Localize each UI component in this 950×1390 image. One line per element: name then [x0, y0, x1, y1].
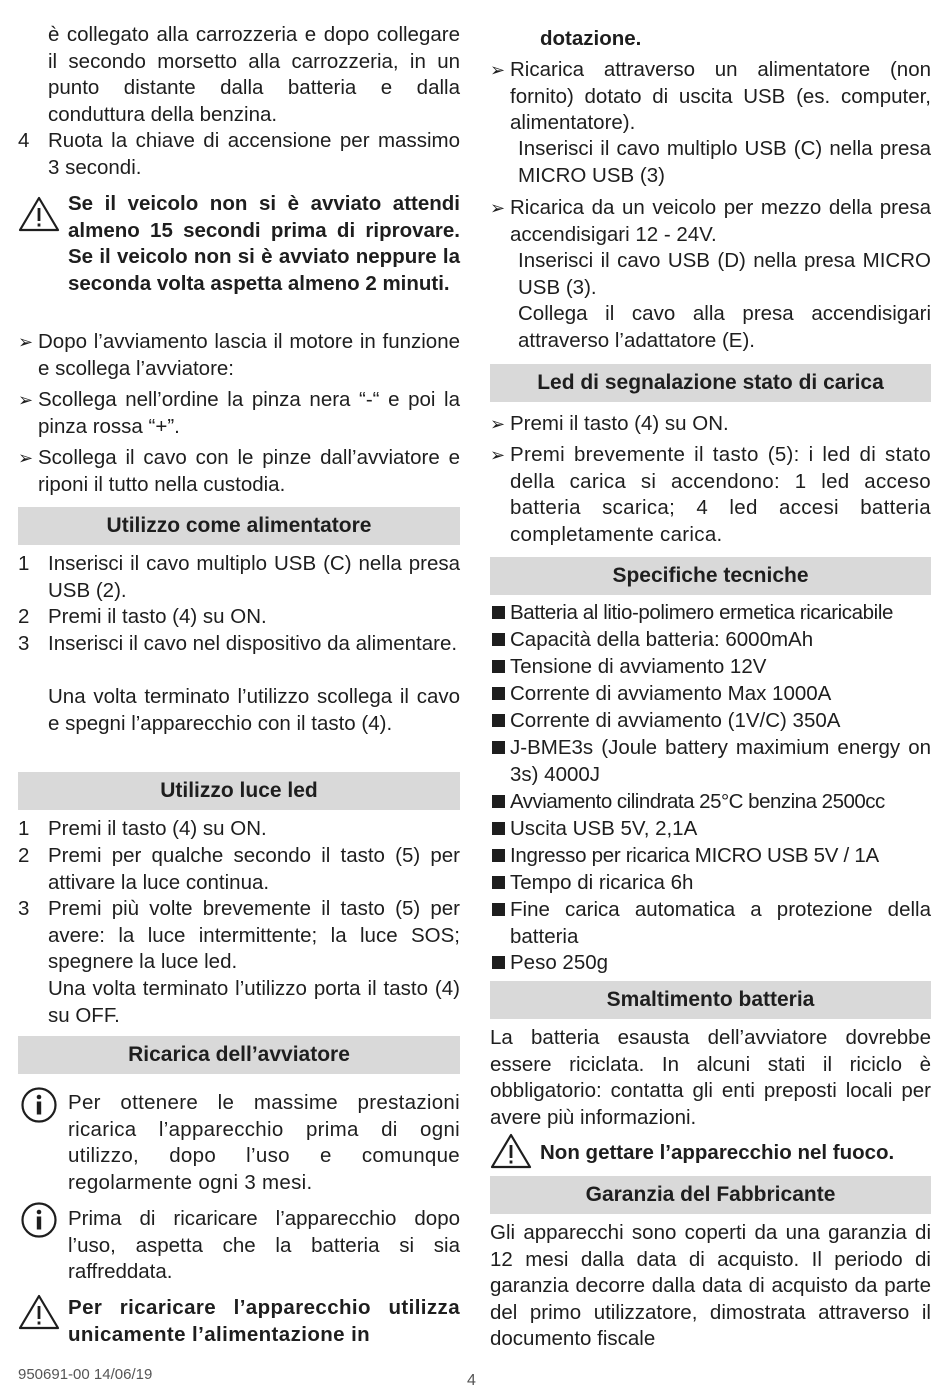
- square-bullet-icon: [492, 714, 505, 727]
- spec-item: Corrente di avviamento (1V/C) 350A: [510, 709, 841, 732]
- warning-continuation: dotazione.: [540, 27, 642, 50]
- spec-item: Capacità della batteria: 6000mAh: [510, 628, 814, 651]
- warning-text: Se il veicolo non si è avviato attendi almeno 15 secondi prima di riprovare. Se il veicolo non si è avviato neppure la seconda volta aspetta almeno 2 minuti.: [68, 192, 460, 295]
- list-item: Scollega il cavo con le pinze dall’avviatore e riponi il tutto nella custodia.: [38, 446, 460, 496]
- info-icon: [20, 1201, 58, 1239]
- info-icon: [20, 1086, 58, 1124]
- step-text: Premi più volte brevemente il tasto (5) per avere: la luce intermittente; la luce SOS; spegnere la luce led.: [48, 897, 460, 973]
- step-number: 2: [18, 605, 30, 628]
- spec-item: Batteria al litio-polimero ermetica ricaricabile: [510, 601, 893, 624]
- section-header: Led di segnalazione stato di carica: [490, 364, 931, 402]
- step-text: Ruota la chiave di accensione per massimo 3 secondi.: [48, 129, 460, 179]
- square-bullet-icon: [492, 633, 505, 646]
- section-header: Utilizzo come alimentatore: [18, 507, 460, 545]
- warning-text: Per ricaricare l’apparecchio utilizza unicamente l’alimentazione in: [68, 1296, 460, 1346]
- step-text: Premi il tasto (4) su ON.: [48, 817, 267, 840]
- step-number: 4: [18, 129, 30, 152]
- arrow-bullet-icon: ➢: [18, 448, 34, 468]
- spec-item: Tensione di avviamento 12V: [510, 655, 767, 678]
- step-number: 3: [18, 632, 30, 655]
- instruction-note: Collega il cavo alla presa accendisigari attraverso l’adattatore (E).: [518, 302, 931, 352]
- square-bullet-icon: [492, 795, 505, 808]
- square-bullet-icon: [492, 606, 505, 619]
- spec-item: Ingresso per ricarica MICRO USB 5V / 1A: [510, 844, 879, 867]
- warning-icon: [18, 196, 60, 232]
- warning-text: Non gettare l’apparecchio nel fuoco.: [540, 1141, 895, 1164]
- step-text: Premi per qualche secondo il tasto (5) per attivare la luce continua.: [48, 844, 460, 894]
- square-bullet-icon: [492, 903, 505, 916]
- arrow-bullet-icon: ➢: [490, 414, 506, 434]
- instruction-note: Inserisci il cavo multiplo USB (C) nella presa MICRO USB (3): [518, 137, 931, 187]
- document-code: 950691-00 14/06/19: [18, 1366, 153, 1383]
- section-header: Specifiche tecniche: [490, 557, 931, 595]
- step-note: Una volta terminato l’utilizzo porta il tasto (4) su OFF.: [48, 977, 460, 1027]
- square-bullet-icon: [492, 660, 505, 673]
- intro-continuation: è collegato alla carrozzeria e dopo collegare il secondo morsetto alla carrozzeria, in un punto distante dalla batteria e dalla conduttura della benzina.: [48, 23, 460, 126]
- spec-item: Peso 250g: [510, 951, 609, 974]
- spec-item: J-BME3s (Joule battery maximium energy on 3s) 4000J: [510, 736, 931, 786]
- step-number: 1: [18, 817, 30, 840]
- list-item: Ricarica attraverso un alimentatore (non fornito) dotato di uscita USB (es. computer, alimentatore).: [510, 58, 931, 134]
- step-text: Premi il tasto (4) su ON.: [48, 605, 267, 628]
- arrow-bullet-icon: ➢: [490, 445, 506, 465]
- list-item: Scollega nell’ordine la pinza nera “-“ e poi la pinza rossa “+”.: [38, 388, 460, 438]
- section-header: Garanzia del Fabbricante: [490, 1176, 931, 1214]
- warning-icon: [490, 1133, 532, 1169]
- paragraph: La batteria esausta dell’avviatore dovrebbe essere riciclata. In alcuni stati il riciclo è obbligatorio: contatta gli enti preposti locali per avere più informazioni.: [490, 1026, 931, 1129]
- step-text: Inserisci il cavo nel dispositivo da alimentare.: [48, 632, 458, 655]
- arrow-bullet-icon: ➢: [490, 198, 506, 218]
- spec-item: Fine carica automatica a protezione della batteria: [510, 898, 931, 948]
- square-bullet-icon: [492, 849, 505, 862]
- page-number: 4: [467, 1372, 476, 1389]
- section-header: Ricarica dell’avviatore: [18, 1036, 460, 1074]
- step-number: 2: [18, 844, 30, 867]
- square-bullet-icon: [492, 956, 505, 969]
- spec-item: Uscita USB 5V, 2,1A: [510, 817, 698, 840]
- list-item: Dopo l’avviamento lascia il motore in funzione e scollega l’avviatore:: [38, 330, 460, 380]
- square-bullet-icon: [492, 822, 505, 835]
- spec-item: Corrente di avviamento Max 1000A: [510, 682, 832, 705]
- spec-item: Avviamento cilindrata 25°C benzina 2500cc: [510, 790, 885, 813]
- list-item: Ricarica da un veicolo per mezzo della presa accendisigari 12 - 24V.: [510, 196, 931, 246]
- arrow-bullet-icon: ➢: [18, 332, 34, 352]
- arrow-bullet-icon: ➢: [18, 390, 34, 410]
- step-number: 3: [18, 897, 30, 920]
- step-number: 1: [18, 552, 30, 575]
- instruction-note: Inserisci il cavo USB (D) nella presa MICRO USB (3).: [518, 249, 931, 299]
- spec-item: Tempo di ricarica 6h: [510, 871, 694, 894]
- square-bullet-icon: [492, 741, 505, 754]
- step-text: Inserisci il cavo multiplo USB (C) nella presa USB (2).: [48, 552, 460, 602]
- arrow-bullet-icon: ➢: [490, 60, 506, 80]
- section-header: Utilizzo luce led: [18, 772, 460, 810]
- square-bullet-icon: [492, 687, 505, 700]
- paragraph: Gli apparecchi sono coperti da una garanzia di 12 mesi dalla data di acquisto. Il periodo di garanzia decorre dalla data di acquisto da parte del primo utilizzatore, dimostrata attraverso il documento fiscale: [490, 1221, 931, 1350]
- square-bullet-icon: [492, 876, 505, 889]
- warning-icon: [18, 1294, 60, 1330]
- list-item: Premi il tasto (4) su ON.: [510, 412, 729, 435]
- step-note: Una volta terminato l’utilizzo scollega il cavo e spegni l’apparecchio con il tasto (4).: [48, 685, 460, 735]
- info-text: Per ottenere le massime prestazioni ricarica l’apparecchio prima di ogni utilizzo, dopo l’uso e comunque regolarmente ogni 3 mesi.: [68, 1091, 460, 1194]
- section-header: Smaltimento batteria: [490, 981, 931, 1019]
- list-item: Premi brevemente il tasto (5): i led di stato della carica si accendono: 1 led acceso batteria scarica; 4 led accesi batteria completamente carica.: [510, 443, 931, 546]
- info-text: Prima di ricaricare l’apparecchio dopo l’uso, aspetta che la batteria si sia raffreddata.: [68, 1207, 460, 1283]
